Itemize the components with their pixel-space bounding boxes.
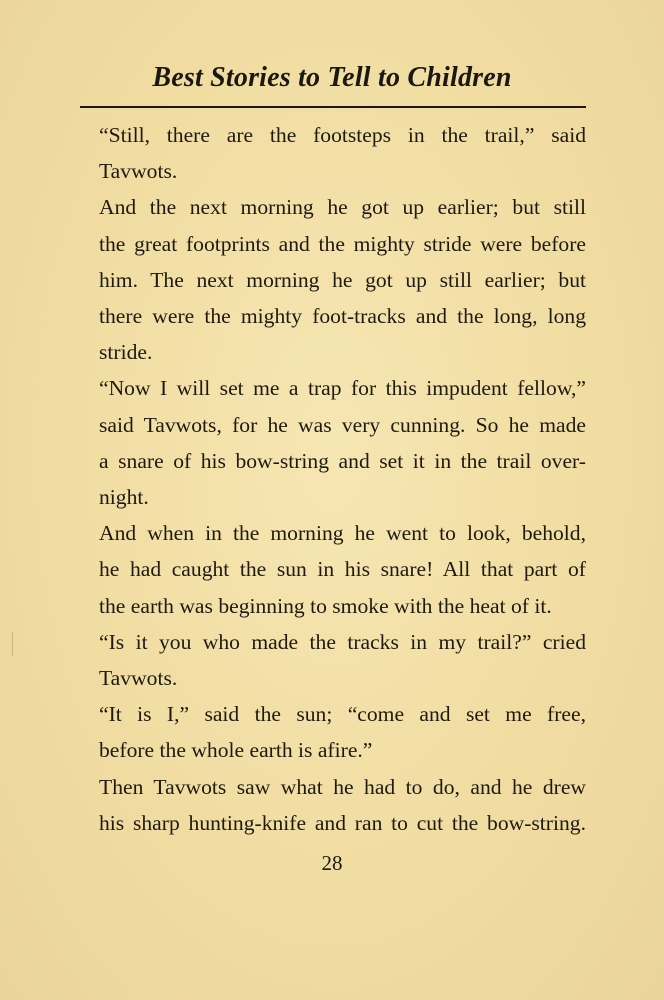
text-line: “It is I,” said the sun; “come and set me free, bbox=[99, 702, 586, 727]
paragraph bbox=[78, 370, 586, 515]
paper-crease bbox=[0, 624, 13, 656]
text-line: him. The next morning he got up still earlier; but bbox=[99, 267, 586, 292]
text-line: Then Tavwots saw what he had to do, and he drew bbox=[99, 774, 586, 799]
paragraph bbox=[78, 696, 586, 768]
text-line: And when in the morning he went to look, behold, bbox=[99, 521, 586, 546]
text-line: stride. bbox=[99, 340, 153, 365]
paragraph bbox=[78, 769, 586, 841]
header-rule bbox=[80, 106, 586, 108]
running-title: Best Stories to Tell to Children bbox=[152, 62, 512, 93]
paragraph bbox=[78, 515, 586, 624]
text-line: “Is it you who made the tracks in my trail?” cried bbox=[99, 629, 586, 654]
paragraph bbox=[78, 189, 586, 370]
text-line: “Still, there are the footsteps in the trail,” said bbox=[99, 123, 586, 147]
paragraph bbox=[78, 117, 586, 189]
text-line: said Tavwots, for he was very cunning. So he made bbox=[99, 412, 586, 437]
body-text bbox=[78, 117, 586, 841]
text-line: Tavwots. bbox=[99, 159, 178, 184]
text-line: he had caught the sun in his snare! All that part of bbox=[99, 557, 586, 582]
text-line: a snare of his bow-string and set it in the trail over- bbox=[99, 448, 586, 473]
text-line: “Now I will set me a trap for this impudent fellow,” bbox=[99, 376, 586, 401]
text-line: there were the mighty foot-tracks and the long, long bbox=[99, 304, 586, 329]
text-line: the earth was beginning to smoke with the heat of it. bbox=[99, 593, 552, 618]
text-line: Tavwots. bbox=[99, 666, 178, 691]
text-line: before the whole earth is afire.” bbox=[99, 738, 373, 763]
text-line: the great footprints and the mighty stride were before bbox=[99, 231, 586, 256]
text-line: night. bbox=[99, 485, 149, 510]
paragraph bbox=[78, 624, 586, 696]
text-line: And the next morning he got up earlier; but still bbox=[99, 195, 586, 220]
text-line: his sharp hunting-knife and ran to cut the bow-string. bbox=[99, 810, 586, 835]
page-number: 28 bbox=[321, 851, 343, 875]
